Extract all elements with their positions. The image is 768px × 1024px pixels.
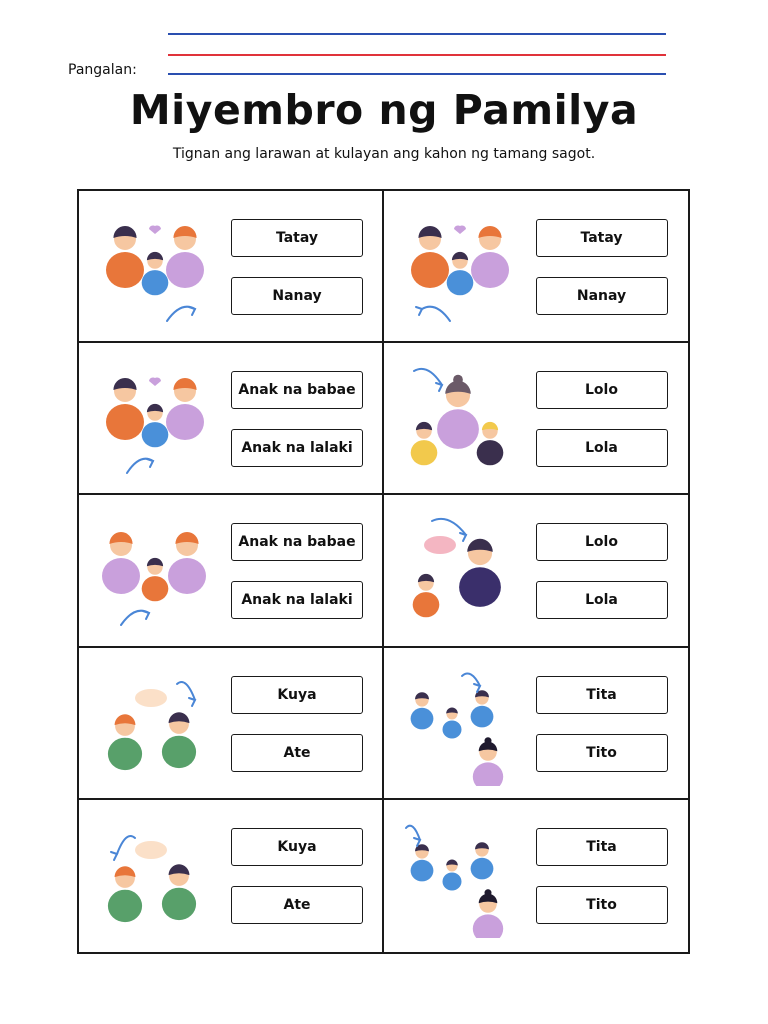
family-hug-illustration [396,209,524,329]
question-grid [77,189,690,954]
question-cell [79,343,384,495]
answer-option[interactable]: Tatay [536,219,668,257]
answer-option[interactable]: Tatay [231,219,363,257]
name-label: Pangalan: [68,62,137,78]
answer-option[interactable]: Kuya [231,676,363,714]
answer-option[interactable]: Anak na lalaki [231,581,363,619]
name-line-blue-bottom [168,73,666,75]
answer-option[interactable]: Anak na lalaki [231,429,363,467]
question-cell [79,648,384,800]
question-cell [79,495,384,647]
family-hug-illustration [91,361,219,481]
question-cell [384,648,689,800]
answer-option[interactable]: Lolo [536,371,668,409]
question-cell [79,800,384,952]
parents-child-illustration [91,513,219,633]
instructions: Tignan ang larawan at kulayan ang kahon ng tamang sagot. [172,146,596,162]
answer-option[interactable]: Ate [231,886,363,924]
family-group-illustration [396,818,524,938]
page-title: Miyembro ng Pamilya [129,86,639,134]
name-line-red [168,54,666,56]
family-group-illustration [396,666,524,786]
answer-option[interactable]: Lolo [536,523,668,561]
answer-option[interactable]: Anak na babae [231,523,363,561]
answer-option[interactable]: Lola [536,581,668,619]
question-cell [384,343,689,495]
question-cell [384,800,689,952]
answer-option[interactable]: Nanay [536,277,668,315]
siblings-illustration [91,818,219,938]
siblings-illustration [91,666,219,786]
answer-option[interactable]: Kuya [231,828,363,866]
answer-option[interactable]: Nanay [231,277,363,315]
question-cell [384,191,689,343]
answer-option[interactable]: Ate [231,734,363,772]
answer-option[interactable]: Anak na babae [231,371,363,409]
question-cell [79,191,384,343]
answer-option[interactable]: Tito [536,734,668,772]
answer-option[interactable]: Tito [536,886,668,924]
question-cell [384,495,689,647]
answer-option[interactable]: Lola [536,429,668,467]
grandfather-illustration [396,513,524,633]
grandmother-illustration [396,361,524,481]
family-hug-illustration [91,209,219,329]
answer-option[interactable]: Tita [536,676,668,714]
name-line-blue-top[interactable] [168,33,666,35]
answer-option[interactable]: Tita [536,828,668,866]
